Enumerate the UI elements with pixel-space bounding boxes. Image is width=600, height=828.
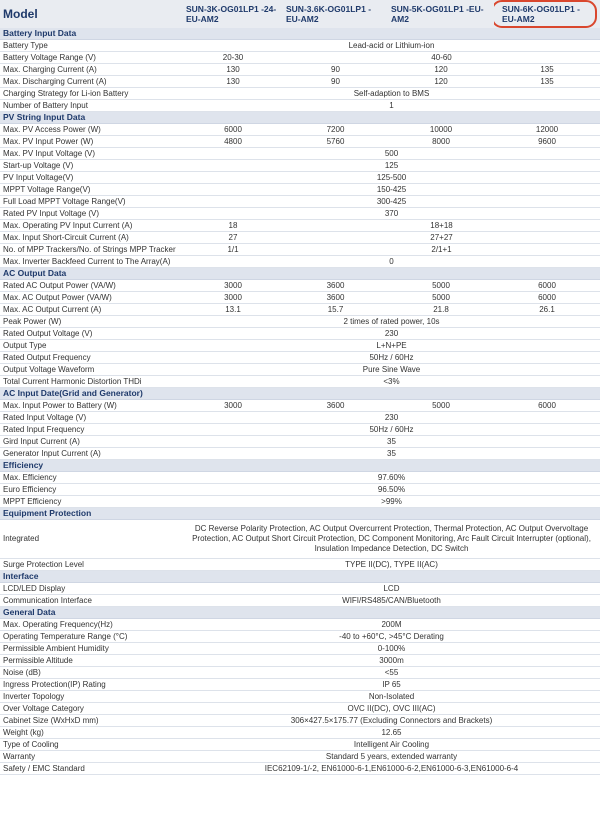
spec-value: >99% [183,496,600,508]
spec-value: 10000 [388,124,494,136]
spec-value: 135 [494,76,600,88]
section-header [0,268,600,280]
spec-label: Ingress Protection(IP) Rating [0,679,183,691]
section-title: AC Output Data [0,268,600,280]
spec-row [0,88,600,100]
spec-row [0,727,600,739]
section-title: Efficiency [0,460,600,472]
spec-value: Standard 5 years, extended warranty [183,751,600,763]
spec-label: Max. Inverter Backfeed Current to The Array(A) [0,256,183,268]
spec-row [0,655,600,667]
spec-row [0,559,600,571]
spec-row [0,424,600,436]
spec-value: 3600 [283,400,388,412]
section-title: PV String Input Data [0,112,600,124]
spec-label: Max. PV Access Power (W) [0,124,183,136]
spec-value: 0-100% [183,643,600,655]
spec-row [0,76,600,88]
spec-value: 12.65 [183,727,600,739]
spec-label: Max. AC Output Power (VA/W) [0,292,183,304]
spec-label: Max. PV Input Power (W) [0,136,183,148]
spec-label: Max. PV Input Voltage (V) [0,148,183,160]
spec-row [0,64,600,76]
spec-row [0,763,600,775]
spec-row [0,352,600,364]
spec-label: Rated Input Frequency [0,424,183,436]
spec-value: Non-Isolated [183,691,600,703]
spec-value: 120 [388,76,494,88]
spec-label: Permissible Ambient Humidity [0,643,183,655]
spec-value: -40 to +60°C, >45°C Derating [183,631,600,643]
spec-row [0,316,600,328]
spec-row [0,304,600,316]
spec-value: 125 [183,160,600,172]
spec-row [0,751,600,763]
spec-row [0,472,600,484]
spec-value: Self-adaption to BMS [183,88,600,100]
spec-label: MPPT Efficiency [0,496,183,508]
spec-row [0,364,600,376]
spec-value: L+N+PE [183,340,600,352]
spec-row [0,412,600,424]
spec-row [0,256,600,268]
spec-value: 200M [183,619,600,631]
spec-value: 5000 [388,280,494,292]
spec-row [0,715,600,727]
spec-label: Total Current Harmonic Distortion THDi [0,376,183,388]
spec-label: Number of Battery Input [0,100,183,112]
spec-row [0,172,600,184]
spec-row [0,184,600,196]
spec-label: Max. Operating Frequency(Hz) [0,619,183,631]
spec-row [0,244,600,256]
section-title: Battery Input Data [0,28,600,40]
spec-row [0,232,600,244]
section-header [0,28,600,40]
model-1: SUN-3K-OG01LP1 -24-EU-AM2 [183,0,283,28]
spec-value: IEC62109-1/-2, EN61000-6-1,EN61000-6-2,EN61000-6-3,EN61000-6-4 [183,763,600,775]
spec-row [0,520,600,559]
section-header [0,112,600,124]
spec-value: 21.8 [388,304,494,316]
spec-row [0,328,600,340]
spec-row [0,679,600,691]
spec-value: 370 [183,208,600,220]
spec-value: 1 [183,100,600,112]
spec-row [0,100,600,112]
spec-value: Intelligent Air Cooling [183,739,600,751]
spec-value: Pure Sine Wave [183,364,600,376]
spec-row [0,496,600,508]
spec-label: Integrated [0,520,183,559]
spec-value: 13.1 [183,304,283,316]
spec-label: Weight (kg) [0,727,183,739]
section-title: General Data [0,607,600,619]
spec-row [0,340,600,352]
spec-row [0,52,600,64]
spec-value: 18 [183,220,283,232]
model-4 [494,0,600,28]
spec-label: Max. Charging Current (A) [0,64,183,76]
spec-label: Max. Input Power to Battery (W) [0,400,183,412]
spec-label: Generator Input Current (A) [0,448,183,460]
spec-value: 90 [283,76,388,88]
spec-value: 9600 [494,136,600,148]
spec-row [0,631,600,643]
spec-value: 125-500 [183,172,600,184]
spec-value: 35 [183,436,600,448]
spec-value: 130 [183,64,283,76]
spec-label: Over Voltage Category [0,703,183,715]
section-title: Equipment Protection [0,508,600,520]
spec-label: Gird Input Current (A) [0,436,183,448]
spec-label: Safety / EMC Standard [0,763,183,775]
spec-label: Max. AC Output Current (A) [0,304,183,316]
spec-value: 5000 [388,400,494,412]
spec-value: OVC II(DC), OVC III(AC) [183,703,600,715]
spec-value: 6000 [494,400,600,412]
spec-label: Rated AC Output Power (VA/W) [0,280,183,292]
spec-value: 50Hz / 60Hz [183,352,600,364]
spec-label: Inverter Topology [0,691,183,703]
spec-row [0,196,600,208]
spec-label: Charging Strategy for Li-ion Battery [0,88,183,100]
spec-value: TYPE II(DC), TYPE II(AC) [183,559,600,571]
spec-value: 1/1 [183,244,283,256]
spec-row [0,484,600,496]
spec-value: 27 [183,232,283,244]
spec-value: 90 [283,64,388,76]
spec-value: 6000 [183,124,283,136]
spec-row [0,208,600,220]
spec-label: PV Input Voltage(V) [0,172,183,184]
spec-value: 12000 [494,124,600,136]
spec-label: Cabinet Size (WxHxD mm) [0,715,183,727]
spec-label: Euro Efficiency [0,484,183,496]
spec-value: 6000 [494,280,600,292]
spec-row [0,667,600,679]
model-3: SUN-5K-OG01LP1 -EU-AM2 [388,0,494,28]
spec-row [0,220,600,232]
spec-value: 50Hz / 60Hz [183,424,600,436]
spec-label: MPPT Voltage Range(V) [0,184,183,196]
section-header [0,388,600,400]
spec-row [0,448,600,460]
spec-label: Output Type [0,340,183,352]
spec-value: 18+18 [283,220,600,232]
spec-value: 130 [183,76,283,88]
spec-label: Rated Input Voltage (V) [0,412,183,424]
spec-label: Operating Temperature Range (°C) [0,631,183,643]
spec-label: No. of MPP Trackers/No. of Strings MPP Tracker [0,244,183,256]
spec-row [0,691,600,703]
spec-value: 40-60 [283,52,600,64]
model-header-label: Model [0,0,183,28]
spec-value: 3000m [183,655,600,667]
spec-label: Rated Output Frequency [0,352,183,364]
spec-value: 96.50% [183,484,600,496]
spec-row [0,292,600,304]
spec-value: 306×427.5×175.77 (Excluding Connectors and Brackets) [183,715,600,727]
spec-row [0,148,600,160]
model-4-highlight: SUN-6K-OG01LP1 -EU-AM2 [494,0,597,28]
spec-value: 0 [183,256,600,268]
spec-value: 300-425 [183,196,600,208]
spec-value: 8000 [388,136,494,148]
spec-value: 20-30 [183,52,283,64]
spec-value: 5000 [388,292,494,304]
spec-label: Noise (dB) [0,667,183,679]
spec-row [0,583,600,595]
spec-label: Max. Discharging Current (A) [0,76,183,88]
section-header [0,607,600,619]
spec-row [0,40,600,52]
spec-label: Surge Protection Level [0,559,183,571]
spec-value: 500 [183,148,600,160]
spec-value: WIFI/RS485/CAN/Bluetooth [183,595,600,607]
spec-value: 135 [494,64,600,76]
spec-value: 3000 [183,280,283,292]
spec-value: 3000 [183,292,283,304]
spec-label: Max. Operating PV Input Current (A) [0,220,183,232]
spec-label: Battery Voltage Range (V) [0,52,183,64]
spec-label: Full Load MPPT Voltage Range(V) [0,196,183,208]
spec-label: Permissible Altitude [0,655,183,667]
spec-value: DC Reverse Polarity Protection, AC Output Overcurrent Protection, Thermal Protection, AC Output Overvoltage Protection, AC Output Short Circuit Protection, DC Component Monitoring, Arc Fault Circuit Interrupter (optional), Insulation Impedance Detection, DC Switch [183,520,600,559]
spec-row [0,619,600,631]
spec-value: 3600 [283,292,388,304]
spec-label: Peak Power (W) [0,316,183,328]
spec-value: 120 [388,64,494,76]
spec-row [0,739,600,751]
spec-value: IP 65 [183,679,600,691]
spec-value: 230 [183,328,600,340]
spec-value: 3000 [183,400,283,412]
spec-row [0,160,600,172]
spec-label: Rated PV Input Voltage (V) [0,208,183,220]
section-header [0,460,600,472]
spec-row [0,280,600,292]
spec-label: Battery Type [0,40,183,52]
section-header [0,508,600,520]
spec-value: 6000 [494,292,600,304]
spec-label: LCD/LED Display [0,583,183,595]
spec-row [0,595,600,607]
spec-value: 230 [183,412,600,424]
spec-row [0,436,600,448]
spec-label: Max. Efficiency [0,472,183,484]
spec-value: 2/1+1 [283,244,600,256]
spec-label: Start-up Voltage (V) [0,160,183,172]
spec-label: Communication Interface [0,595,183,607]
spec-value: 7200 [283,124,388,136]
spec-value: Lead-acid or Lithium-ion [183,40,600,52]
spec-label: Type of Cooling [0,739,183,751]
spec-value: <55 [183,667,600,679]
spec-value: LCD [183,583,600,595]
spec-label: Output Voltage Waveform [0,364,183,376]
section-title: AC Input Date(Grid and Generator) [0,388,600,400]
spec-row [0,703,600,715]
spec-value: 150-425 [183,184,600,196]
spec-value: 27+27 [283,232,600,244]
spec-label: Rated Output Voltage (V) [0,328,183,340]
spec-row [0,643,600,655]
spec-row [0,136,600,148]
spec-value: 15.7 [283,304,388,316]
spec-value: 4800 [183,136,283,148]
spec-label: Max. Input Short-Circuit Current (A) [0,232,183,244]
spec-value: 26.1 [494,304,600,316]
spec-row [0,124,600,136]
spec-value: 2 times of rated power, 10s [183,316,600,328]
spec-row [0,376,600,388]
spec-value: 5760 [283,136,388,148]
model-2: SUN-3.6K-OG01LP1 -EU-AM2 [283,0,388,28]
spec-value: 35 [183,448,600,460]
spec-row [0,400,600,412]
section-header [0,571,600,583]
header-row [0,0,600,28]
section-title: Interface [0,571,600,583]
spec-value: <3% [183,376,600,388]
spec-value: 3600 [283,280,388,292]
spec-label: Warranty [0,751,183,763]
spec-value: 97.60% [183,472,600,484]
